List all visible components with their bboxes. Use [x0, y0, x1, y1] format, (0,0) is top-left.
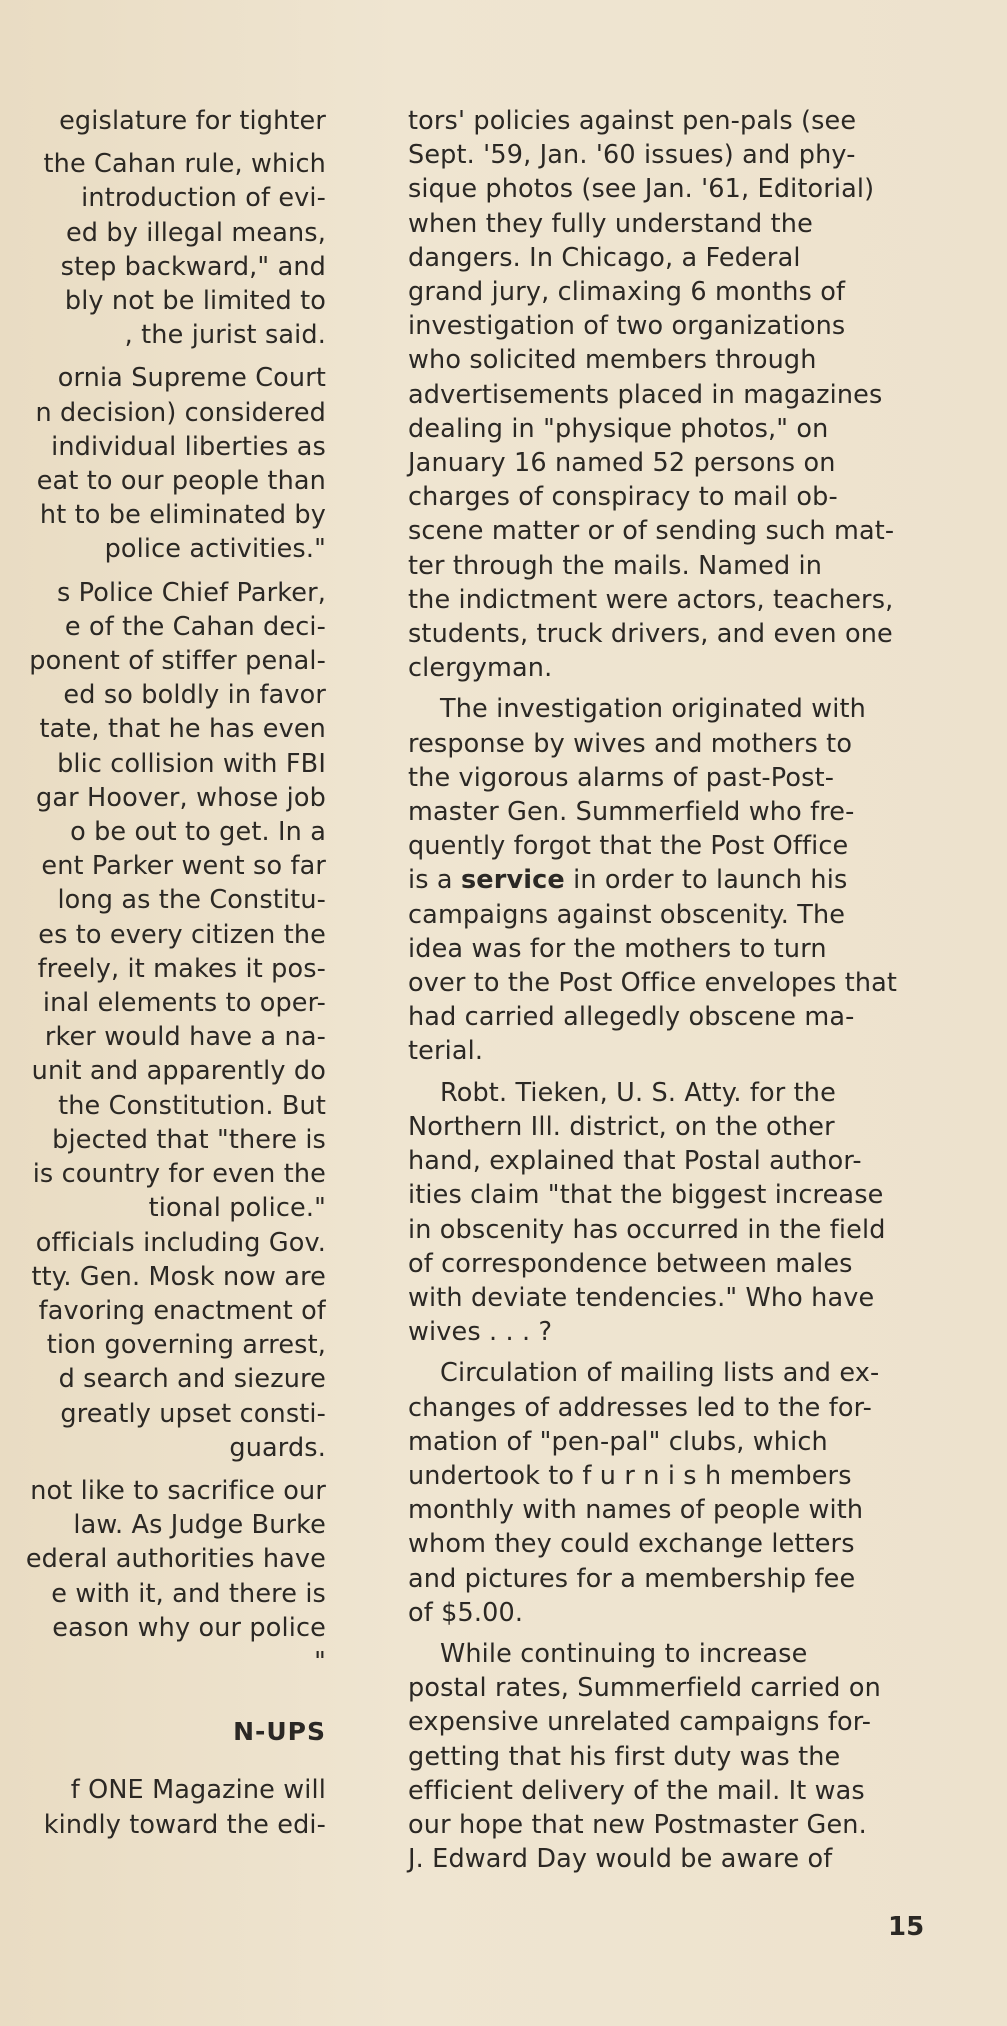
text-line: scene matter or of sending such mat- [408, 516, 895, 547]
text-line [0, 138, 326, 147]
text-line: ed by illegal means, [65, 217, 326, 248]
text-line: individual liberties as [51, 431, 326, 462]
text-line: " [314, 1646, 326, 1677]
text-line: inal elements to oper- [42, 988, 326, 1019]
text-line: Robt. Tieken, U. S. Atty. for the [440, 1077, 836, 1108]
page-number: 15 [888, 1912, 925, 1942]
text-line: greatly upset consti- [60, 1398, 326, 1429]
text-line: tional police." [148, 1193, 326, 1224]
text-line: Northern Ill. district, on the other [408, 1111, 835, 1142]
text-line: tion governing arrest, [46, 1330, 326, 1361]
text-line: The investigation originated with [440, 694, 866, 725]
text-line: bjected that "there is [52, 1124, 326, 1155]
paragraph-postal-rates [408, 1637, 922, 1876]
text-line [0, 352, 326, 361]
text-line: master Gen. Summerfield who fre- [408, 797, 855, 828]
text-line: gar Hoover, whose job [36, 782, 326, 813]
text-line: when they fully understand the [408, 208, 813, 239]
text-line: f ONE Magazine will [70, 1775, 326, 1806]
text-line: undertook to f u r n i s h members [408, 1460, 852, 1491]
text-line: monthly with names of people with [408, 1495, 864, 1526]
text-line: unit and apparently do [31, 1056, 326, 1087]
text-line: wives . . . ? [408, 1317, 553, 1348]
text-line: rker would have a na- [44, 1022, 326, 1053]
text-line: clergyman. [408, 653, 553, 684]
text-line: ponent of stiffer penal- [29, 646, 326, 677]
text-line: d search and siezure [58, 1364, 326, 1395]
service-line-pre: is a [408, 865, 461, 896]
text-line: long as the Constitu- [57, 885, 326, 916]
text-line: hand, explained that Postal author- [408, 1146, 862, 1177]
text-line: eason why our police [52, 1612, 326, 1643]
text-line: charges of conspiracy to mail ob- [408, 482, 838, 513]
text-line: Sept. '59, Jan. '60 issues) and phy- [408, 140, 856, 171]
text-line: of correspondence between males [408, 1248, 853, 1279]
text-line: egislature for tighter [59, 106, 326, 136]
text-line: ent Parker went so far [41, 851, 326, 882]
text-line: guards. [229, 1432, 326, 1463]
text-line: with deviate tendencies." Who have [408, 1282, 875, 1313]
text-line: tate, that he has even [39, 714, 326, 745]
text-line: introduction of evi- [81, 183, 326, 214]
text-line: investigation of two organizations [408, 311, 846, 342]
text-line: dangers. In Chicago, a Federal [408, 242, 801, 273]
text-line: January 16 named 52 persons on [408, 448, 836, 479]
text-line: over to the Post Office envelopes that [408, 968, 898, 999]
text-line: ht to be eliminated by [39, 500, 326, 531]
text-line: terial. [408, 1036, 484, 1067]
paragraph-investigation [408, 692, 922, 1068]
service-line [408, 863, 922, 897]
text-line: mation of "pen-pal" clubs, which [408, 1426, 828, 1457]
text-line: quently forgot that the Post Office [408, 831, 849, 862]
text-line: advertisements placed in magazines [408, 379, 883, 410]
text-line [0, 567, 326, 576]
text-line: law. As Judge Burke [73, 1510, 326, 1541]
text-line: students, truck drivers, and even one [408, 619, 893, 650]
text-line: e with it, and there is [51, 1578, 326, 1609]
text-line: changes of addresses led to the for- [408, 1392, 872, 1423]
text-line: sique photos (see Jan. '61, Editorial) [408, 174, 875, 205]
text-line: officials including Gov. [35, 1227, 326, 1258]
text-line: kindly toward the edi- [43, 1809, 326, 1840]
text-line: response by wives and mothers to [408, 728, 853, 759]
section-heading: N-UPS [233, 1717, 326, 1747]
text-line: tty. Gen. Mosk now are [31, 1261, 326, 1292]
text-line: n decision) considered [35, 397, 326, 428]
text-line: step backward," and [60, 251, 326, 282]
left-column-text-continued [0, 1773, 326, 1841]
text-line: ederal authorities have [25, 1544, 326, 1575]
text-line: idea was for the mothers to turn [408, 933, 827, 964]
text-line: blic collision with FBI [57, 748, 326, 779]
paragraph-pen-pals [408, 104, 922, 685]
text-line: s Police Chief Parker, [56, 577, 326, 608]
service-emphasis: service [460, 865, 565, 896]
right-column [408, 104, 922, 1876]
left-column [0, 104, 326, 1842]
text-line: police activities." [104, 534, 326, 565]
text-line: tors' policies against pen-pals (see [408, 106, 857, 136]
left-column-text [0, 104, 326, 1679]
paragraph-tieken [408, 1076, 922, 1350]
text-line: had carried allegedly obscene ma- [408, 1002, 855, 1033]
text-line: is country for even the [32, 1159, 326, 1190]
text-line: J. Edward Day would be aware of [408, 1844, 833, 1875]
text-line: and pictures for a membership fee [408, 1563, 856, 1594]
text-line: postal rates, Summerfield carried on [408, 1673, 881, 1704]
text-line: campaigns against obscenity. The [408, 899, 846, 930]
text-line: our hope that new Postmaster Gen. [408, 1809, 867, 1840]
text-line: getting that his first duty was the [408, 1741, 841, 1772]
text-line: , the jurist said. [124, 320, 326, 351]
text-line: Circulation of mailing lists and ex- [440, 1358, 880, 1389]
text-line: whom they could exchange letters [408, 1529, 855, 1560]
text-line: efficient delivery of the mail. It was [408, 1775, 865, 1806]
text-line: ornia Supreme Court [57, 363, 326, 394]
paragraph-circulation [408, 1356, 922, 1630]
text-line: the Constitution. But [58, 1090, 326, 1121]
text-line: favoring enactment of [38, 1295, 326, 1326]
text-line [0, 1465, 326, 1474]
text-line: e of the Cahan deci- [64, 611, 326, 642]
text-line: ter through the mails. Named in [408, 550, 823, 581]
text-line: in obscenity has occurred in the field [408, 1214, 886, 1245]
text-line: the vigorous alarms of past-Post- [408, 762, 835, 793]
text-line: the Cahan rule, which [43, 149, 326, 180]
text-line: ed so boldly in favor [63, 680, 326, 711]
text-line: o be out to get. In a [70, 817, 326, 848]
text-line: bly not be limited to [64, 286, 326, 317]
text-line: es to every citizen the [38, 919, 326, 950]
text-line: eat to our people than [36, 466, 326, 497]
text-line: While continuing to increase [440, 1638, 808, 1669]
text-line: who solicited members through [408, 345, 817, 376]
text-line: grand jury, climaxing 6 months of [408, 277, 846, 308]
text-line: dealing in "physique photos," on [408, 413, 829, 444]
text-line: not like to sacrifice our [30, 1475, 326, 1506]
text-line: ities claim "that the biggest increase [408, 1180, 884, 1211]
text-line: the indictment were actors, teachers, [408, 584, 894, 615]
service-line-post: in order to launch his [564, 865, 848, 896]
text-line: of $5.00. [408, 1597, 524, 1628]
text-line: freely, it makes it pos- [37, 953, 326, 984]
text-line: expensive unrelated campaigns for- [408, 1707, 872, 1738]
